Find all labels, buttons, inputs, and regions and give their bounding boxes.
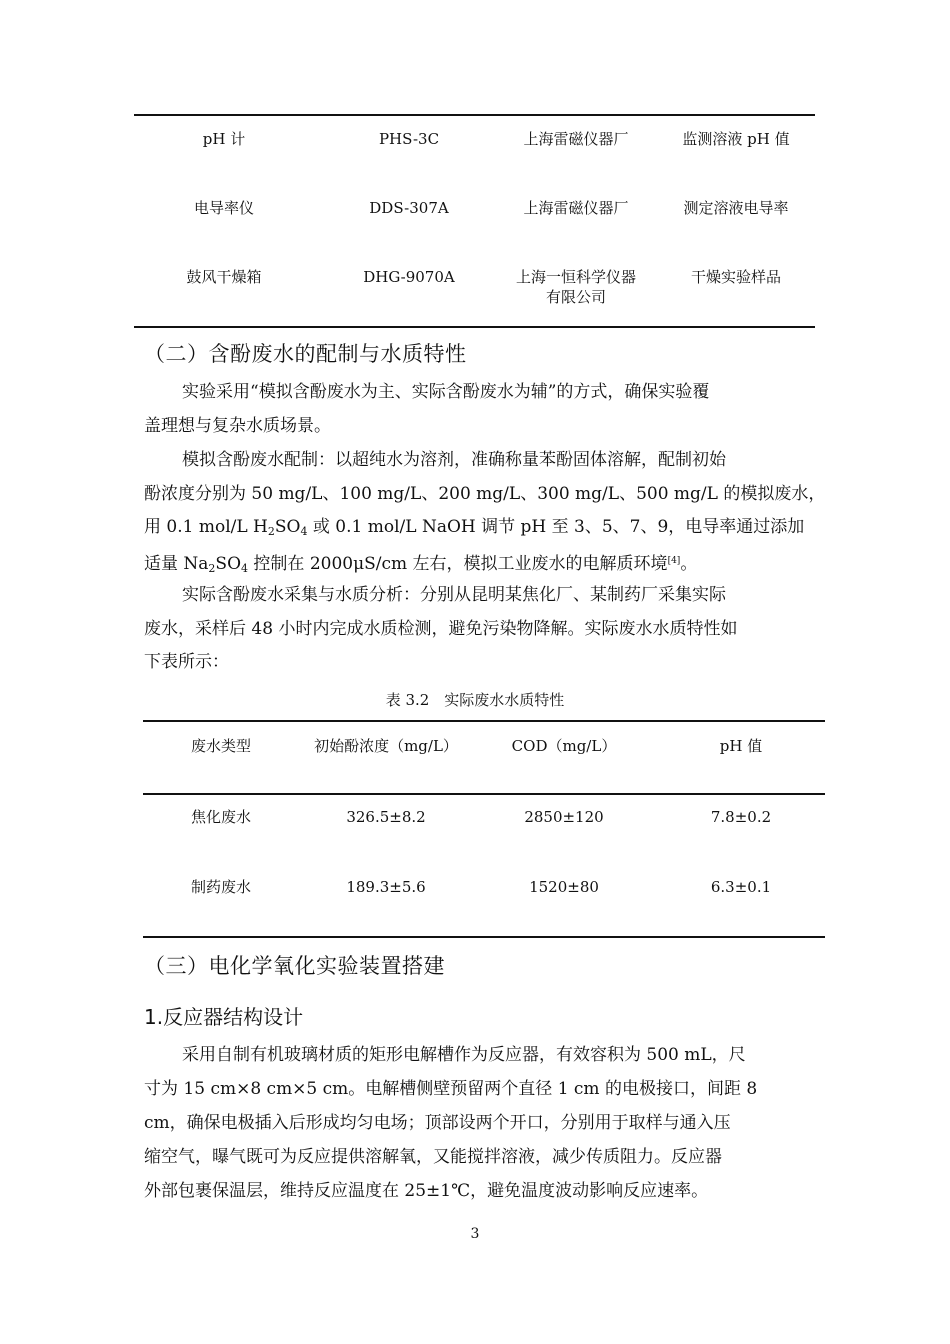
- paragraph-line: 寸为 15 cm×8 cm×5 cm。电解槽侧壁预留两个直径 1 cm 的电极接口，间距 8: [144, 1079, 758, 1099]
- table-header-row: [143, 736, 825, 758]
- text-segment: SO: [215, 554, 242, 574]
- subscript: 2: [267, 525, 275, 538]
- paragraph-line: [144, 549, 697, 581]
- paragraph-line: 下表所示：: [144, 652, 229, 672]
- table-cell: 326.5±8.2: [346, 808, 426, 826]
- subscript: 4: [241, 562, 249, 575]
- table-cell: 1520±80: [529, 878, 599, 896]
- equipment-maker: 上海雷磁仪器厂: [523, 130, 629, 148]
- column-header: 废水类型: [190, 737, 251, 755]
- paragraph-line: 采用自制有机玻璃材质的矩形电解槽作为反应器，有效容积为 500 mL，尺: [182, 1045, 746, 1065]
- table-cell: 2850±120: [524, 808, 604, 826]
- column-header: pH 值: [719, 737, 763, 755]
- text-segment: SO: [274, 517, 301, 537]
- table-row: [134, 129, 815, 169]
- paragraph-line: 盖理想与复杂水质场景。: [144, 416, 331, 436]
- paragraph-line: 外部包裹保温层，维持反应温度在 25±1℃，避免温度波动影响反应速率。: [144, 1181, 709, 1201]
- text-segment: 或 0.1 mol/L NaOH 调节 pH 至 3、5、7、9，电导率通过添加: [307, 517, 805, 537]
- equipment-use: 干燥实验样品: [690, 268, 781, 286]
- paragraph-line: [144, 515, 804, 544]
- equipment-use: 测定溶液电导率: [683, 199, 789, 217]
- section-heading: （二）含酚废水的配制与水质特性: [144, 342, 467, 366]
- table-row: [143, 807, 825, 829]
- equipment-maker: 上海雷磁仪器厂: [523, 199, 629, 217]
- column-header: 初始酚浓度（mg/L）: [314, 737, 458, 755]
- table-divider: [143, 793, 825, 795]
- equipment-name: 鼓风干燥箱: [186, 268, 262, 286]
- equipment-name: 电导率仪: [193, 199, 254, 217]
- paragraph-line: 模拟含酚废水配制：以超纯水为溶剂，准确称量苯酚固体溶解，配制初始: [182, 450, 726, 470]
- paragraph-line: 缩空气，曝气既可为反应提供溶解氧，又能搅拌溶液，减少传质阻力。反应器: [144, 1147, 722, 1167]
- equipment-maker-line: 有限公司: [545, 288, 606, 306]
- paragraph-line: cm，确保电极插入后形成均匀电场；顶部设两个开口，分别用于取样与通入压: [144, 1113, 731, 1133]
- subsection-heading: 1.反应器结构设计: [144, 1005, 304, 1029]
- table-caption: 表 3.2 实际废水水质特性: [385, 691, 565, 709]
- citation: [4]: [667, 556, 681, 566]
- text-segment: 。: [680, 554, 698, 574]
- paragraph-line: 废水，采样后 48 小时内完成水质检测，避免污染物降解。实际废水水质特性如: [144, 619, 738, 639]
- water-quality-table: [143, 720, 825, 938]
- text-segment: 控制在 2000μS/cm 左右，模拟工业废水的电解质环境: [248, 554, 668, 574]
- table-cell: 189.3±5.6: [346, 878, 426, 896]
- section-heading: （三）电化学氧化实验装置搭建: [144, 954, 445, 978]
- subscript: 2: [208, 562, 216, 575]
- table-cell: 焦化废水: [190, 808, 251, 826]
- table-row: [143, 877, 825, 899]
- equipment-model: PHS-3C: [378, 130, 440, 148]
- table-cell: 制药废水: [190, 878, 251, 896]
- equipment-name: pH 计: [202, 130, 246, 148]
- equipment-maker: [502, 267, 650, 307]
- subscript: 4: [300, 525, 308, 538]
- column-header: COD（mg/L）: [511, 737, 617, 755]
- table-cell: 6.3±0.1: [710, 878, 772, 896]
- equipment-maker-line: 上海一恒科学仪器: [515, 268, 636, 286]
- table-cell: 7.8±0.2: [710, 808, 772, 826]
- paragraph-line: 实验采用“模拟含酚废水为主、实际含酚废水为辅”的方式，确保实验覆: [182, 382, 710, 402]
- text-segment: 适量 Na: [144, 554, 209, 574]
- equipment-model: DDS-307A: [369, 199, 449, 217]
- paragraph-line: 实际含酚废水采集与水质分析：分别从昆明某焦化厂、某制药厂采集实际: [182, 585, 726, 605]
- equipment-model: DHG-9070A: [363, 268, 455, 286]
- equipment-table: [134, 114, 815, 328]
- equipment-use: 监测溶液 pH 值: [682, 130, 790, 148]
- paragraph-line: 酚浓度分别为 50 mg/L、100 mg/L、200 mg/L、300 mg/L、500 mg/L 的模拟废水，: [144, 484, 826, 504]
- table-row: [134, 198, 815, 238]
- page-number: 3: [470, 1226, 480, 1242]
- text-segment: 用 0.1 mol/L H: [144, 517, 268, 537]
- table-row: [134, 267, 815, 309]
